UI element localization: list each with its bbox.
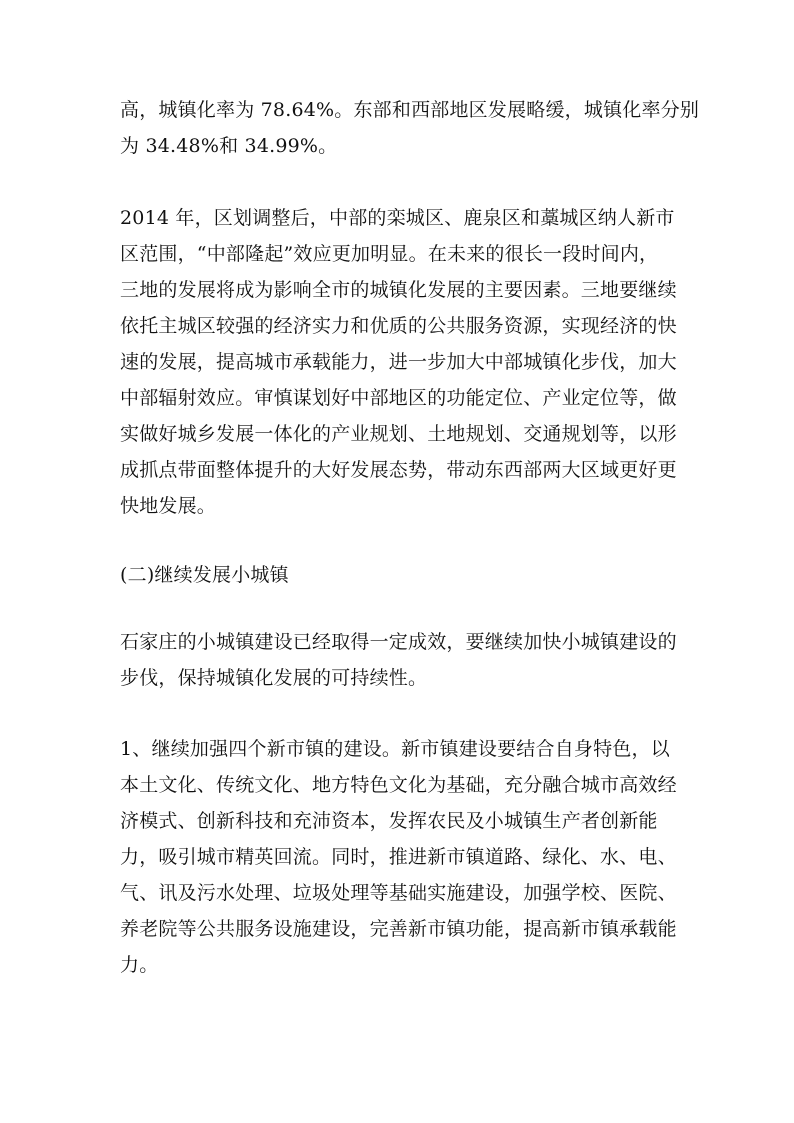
text-line: 中部辐射效应。审慎谋划好中部地区的功能定位、产业定位等，做	[120, 387, 677, 409]
text-line: 济模式、创新科技和充沛资本，发挥农民及小城镇生产者创新能	[120, 810, 658, 832]
paragraph-urbanization-rates	[120, 92, 700, 164]
text-line: 区范围，“中部隆起”效应更加明显。在未来的很长一段时间内，	[120, 243, 659, 265]
text-line: 石家庄的小城镇建设已经取得一定成效，要继续加快小城镇建设的	[120, 631, 677, 653]
section-heading-small-towns	[120, 557, 680, 593]
text-line: 快地发展。	[120, 495, 217, 517]
text-line: 三地的发展将成为影响全市的城镇化发展的主要因素。三地要继续	[120, 279, 677, 301]
paragraph-central-region	[120, 200, 680, 524]
paragraph-small-town-construction	[120, 624, 680, 696]
text-line: 1、继续加强四个新市镇的建设。新市镇建设要结合自身特色，以	[120, 738, 670, 760]
text-line: (二)继续发展小城镇	[120, 564, 289, 586]
paragraph-new-towns	[120, 731, 680, 983]
text-line: 本土文化、传统文化、地方特色文化为基础，充分融合城市高效经	[120, 774, 677, 796]
text-line: 力。	[120, 954, 159, 976]
text-line: 高，城镇化率为 78.64%。东部和西部地区发展略缓，城镇化率分别	[120, 99, 700, 121]
text-line: 速的发展，提高城市承载能力，进一步加大中部城镇化步伐，加大	[120, 351, 677, 373]
text-line: 为 34.48%和 34.99%。	[120, 135, 338, 157]
text-line: 气、讯及污水处理、垃圾处理等基础实施建设，加强学校、医院、	[120, 882, 677, 904]
text-line: 步伐，保持城镇化发展的可持续性。	[120, 667, 428, 689]
text-line: 依托主城区较强的经济实力和优质的公共服务资源，实现经济的快	[120, 315, 677, 337]
text-line: 成抓点带面整体提升的大好发展态势，带动东西部两大区域更好更	[120, 459, 677, 481]
text-line: 力，吸引城市精英回流。同时，推进新市镇道路、绿化、水、电、	[120, 846, 677, 868]
text-line: 实做好城乡发展一体化的产业规划、土地规划、交通规划等，以形	[120, 423, 677, 445]
text-line: 2014 年，区划调整后，中部的栾城区、鹿泉区和藁城区纳人新市	[120, 207, 675, 229]
text-line: 养老院等公共服务设施建设，完善新市镇功能，提高新市镇承载能	[120, 918, 677, 940]
